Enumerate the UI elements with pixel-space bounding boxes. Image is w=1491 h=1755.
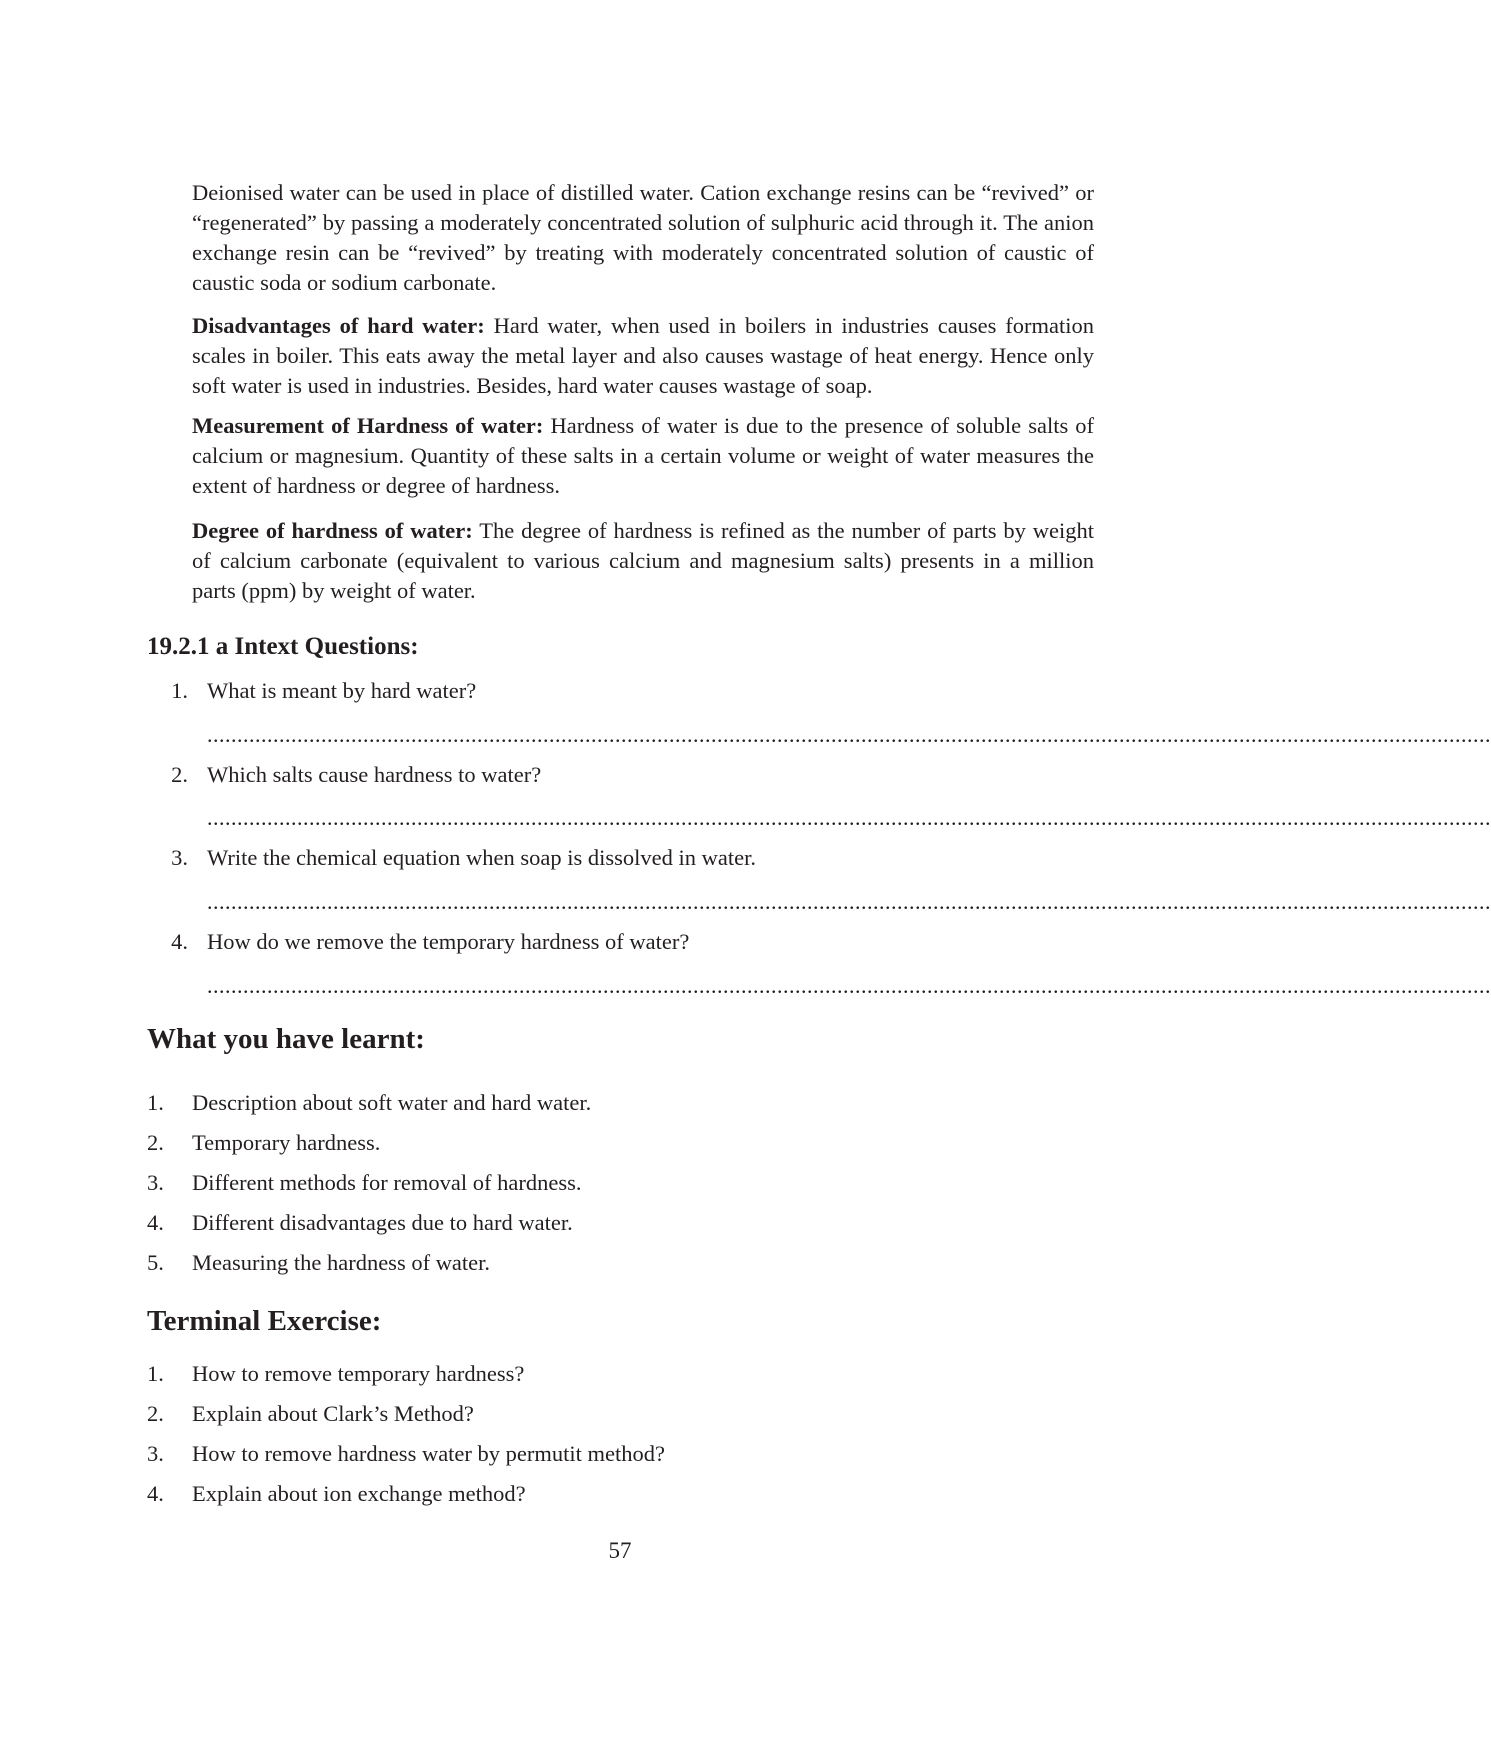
question-text: Write the chemical equation when soap is dissolved in water. (207, 845, 756, 870)
paragraph-label: Disadvantages of hard water: (192, 313, 485, 338)
item-text: Measuring the hardness of water. (192, 1250, 491, 1275)
answer-line: ...................................................................................................................................................................................................................... (207, 722, 1491, 747)
paragraph-degree (192, 516, 1094, 606)
paragraph-text: Deionised water can be used in place of distilled water. Cation exchange resins can be “revived” or “regenerated” by passing a moderately concentrated solution of sulphuric acid through it. The anion exchange resin can be “revived” by treating with moderately concentrated solution of caustic of caustic soda or sodium carbonate. (192, 180, 1094, 295)
paragraph-text: Hardness of water is due to the presence of soluble salts of calcium or magnesium. Quantity of these salts in a certain volume or weight of water measures the extent of hardness or degree of hardness. (192, 413, 1094, 498)
item-number: 5. (147, 1250, 164, 1275)
page-number: 57 (608, 1538, 632, 1563)
item-number: 1. (147, 1361, 164, 1386)
item-number: 2. (147, 1130, 164, 1155)
paragraph-label: Degree of hardness of water: (192, 518, 473, 543)
terminal-heading: Terminal Exercise: (147, 1305, 382, 1337)
answer-line: ...................................................................................................................................................................................................................... (207, 973, 1491, 998)
item-text: Temporary hardness. (192, 1130, 381, 1155)
item-text: Explain about Clark’s Method? (192, 1401, 474, 1426)
item-text: Explain about ion exchange method? (192, 1481, 526, 1506)
item-number: 3. (147, 1441, 164, 1466)
answer-line: ...................................................................................................................................................................................................................... (207, 805, 1491, 830)
intext-heading: 19.2.1 a Intext Questions: (147, 633, 419, 660)
item-number: 1. (147, 1090, 164, 1115)
question-text: Which salts cause hardness to water? (207, 762, 542, 787)
question-number: 2. (171, 762, 188, 787)
item-number: 4. (147, 1210, 164, 1235)
paragraph-measurement (192, 411, 1094, 501)
question-text: How do we remove the temporary hardness of water? (207, 929, 690, 954)
question-number: 1. (171, 678, 188, 703)
paragraph-text: Hard water, when used in boilers in industries causes formation scales in boiler. This eats away the metal layer and also causes wastage of heat energy. Hence only soft water is used in industries. Besides, hard water causes wastage of soap. (192, 313, 1094, 398)
item-number: 4. (147, 1481, 164, 1506)
question-number: 4. (171, 929, 188, 954)
item-text: Description about soft water and hard water. (192, 1090, 592, 1115)
item-text: Different methods for removal of hardness. (192, 1170, 582, 1195)
learnt-heading: What you have learnt: (147, 1023, 425, 1055)
paragraph-text: The degree of hardness is refined as the number of parts by weight of calcium carbonate (equivalent to various calcium and magnesium salts) presents in a million parts (ppm) by weight of water. (192, 518, 1094, 603)
question-number: 3. (171, 845, 188, 870)
item-number: 2. (147, 1401, 164, 1426)
paragraph-label: Measurement of Hardness of water: (192, 413, 544, 438)
item-text: Different disadvantages due to hard water. (192, 1210, 573, 1235)
paragraph-deionised-water (192, 178, 1094, 298)
item-text: How to remove hardness water by permutit method? (192, 1441, 665, 1466)
item-number: 3. (147, 1170, 164, 1195)
paragraph-disadvantages (192, 311, 1094, 401)
item-text: How to remove temporary hardness? (192, 1361, 525, 1386)
answer-line: ...................................................................................................................................................................................................................... (207, 889, 1491, 914)
question-text: What is meant by hard water? (207, 678, 477, 703)
